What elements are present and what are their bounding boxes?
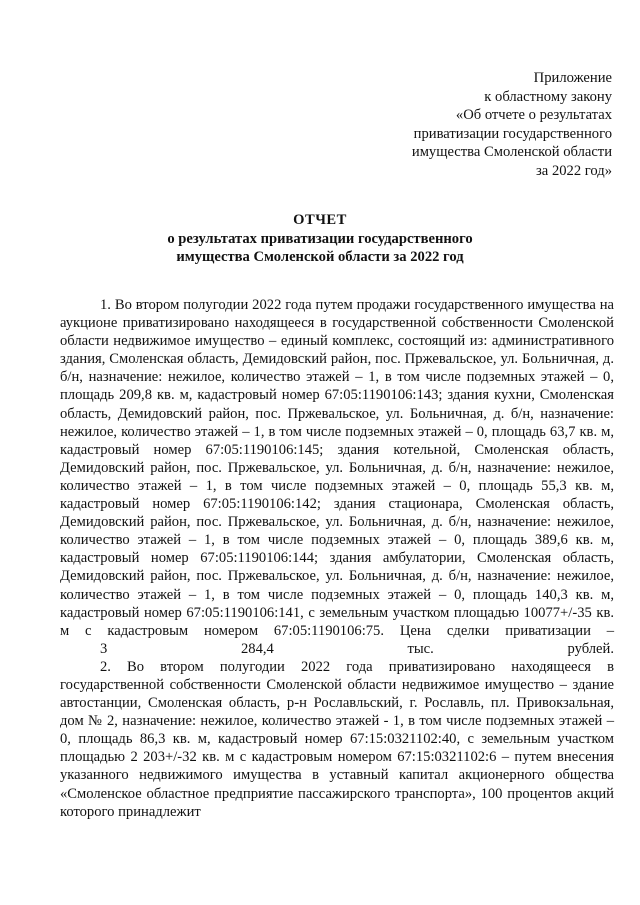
paragraph-1-text: 1. Во втором полугодии 2022 года путем продажи государственного имущества на аукционе приватизировано находящееся в государственной собственности Смоленской области недвижимое имущество – единый комплекс, состоящий из: административного здания, Смоленская область, Демидовский район, пос. Пржевальское, ул. Больничная, д. б/н, назначение: нежилое, количество этажей – 1, в том числе подземных этажей – 0, площадь 209,8 кв. м, кадастровый номер 67:05:1190106:143; здания кухни, Смоленская область, Демидовский район, пос. Пржевальское, ул. Больничная, д. б/н, назначение: нежилое, количество этажей – 1, в том числе подземных этажей – 0, площадь 63,7 кв. м, кадастровый номер 67:05:1190106:145; здания котельной, Смоленская область, Демидовский район, пос. Пржевальское, ул. Больничная, д. б/н, назначение: нежилое, количество этажей – 1, в том числе подземных этажей – 0, площадь 55,3 кв. м, кадастровый номер 67:05:1190106:142; здания стационара, Смоленская область, Демидовский район, пос. Пржевальское, ул. Больничная, д. б/н, назначение: нежилое, количество этажей – 1, в том числе подземных этажей – 0, площадь 389,6 кв. м, кадастровый номер 67:05:1190106:144; здания амбулатории, Смоленская область, Демидовский район, пос. Пржевальское, ул. Больничная, д. б/н, назначение: нежилое, количество этажей – 1, в том числе подземных этажей – 0, площадь 140,3 кв. м, кадастровый номер 67:05:1190106:141, с земельным участком площадью 10077+/-35 кв. м с кадастровым номером 67:05:1190106:75. Цена сделки приватизации –: [60, 297, 614, 639]
appendix-line: за 2022 год»: [536, 162, 612, 179]
appendix-line: имущества Смоленской области: [411, 144, 612, 160]
title-sub-line: о результатах приватизации государственного: [167, 230, 473, 247]
title-main: ОТЧЕТ: [293, 212, 347, 228]
appendix-header: [412, 69, 612, 180]
appendix-line: к областному закону: [484, 88, 612, 105]
document-body: [60, 296, 614, 821]
paragraph-1-tail: 3 284,4 тыс. рублей.: [100, 640, 614, 657]
document-title: [0, 211, 640, 267]
paragraph-2: [60, 658, 614, 821]
title-sub-line: имущества Смоленской области за 2022 год: [176, 249, 464, 265]
appendix-line: Приложение: [533, 70, 612, 86]
appendix-line: приватизации государственного: [413, 125, 612, 142]
paragraph-2-text: 2. Во втором полугодии 2022 года приватизировано находящееся в государственной собственности Смоленской области недвижимое имущество – здание автостанции, Смоленская область, р-н Рославльский, г. Рославль, пл. Привокзальная, дом № 2, назначение: нежилое, количество этажей - 1, в том числе подземных этажей – 0, площадь 86,3 кв. м, кадастровый номер 67:15:0321102:40, с земельным участком площадью 2 203+/-32 кв. м с кадастровым номером 67:15:0321102:6 – путем внесения указанного недвижимого имущества в уставный капитал акционерного общества «Смоленское областное предприятие пассажирского транспорта», 100 процентов акций которого принадлежит: [60, 658, 614, 820]
paragraph-1: [60, 296, 614, 658]
appendix-line: «Об отчете о результатах: [455, 107, 612, 123]
